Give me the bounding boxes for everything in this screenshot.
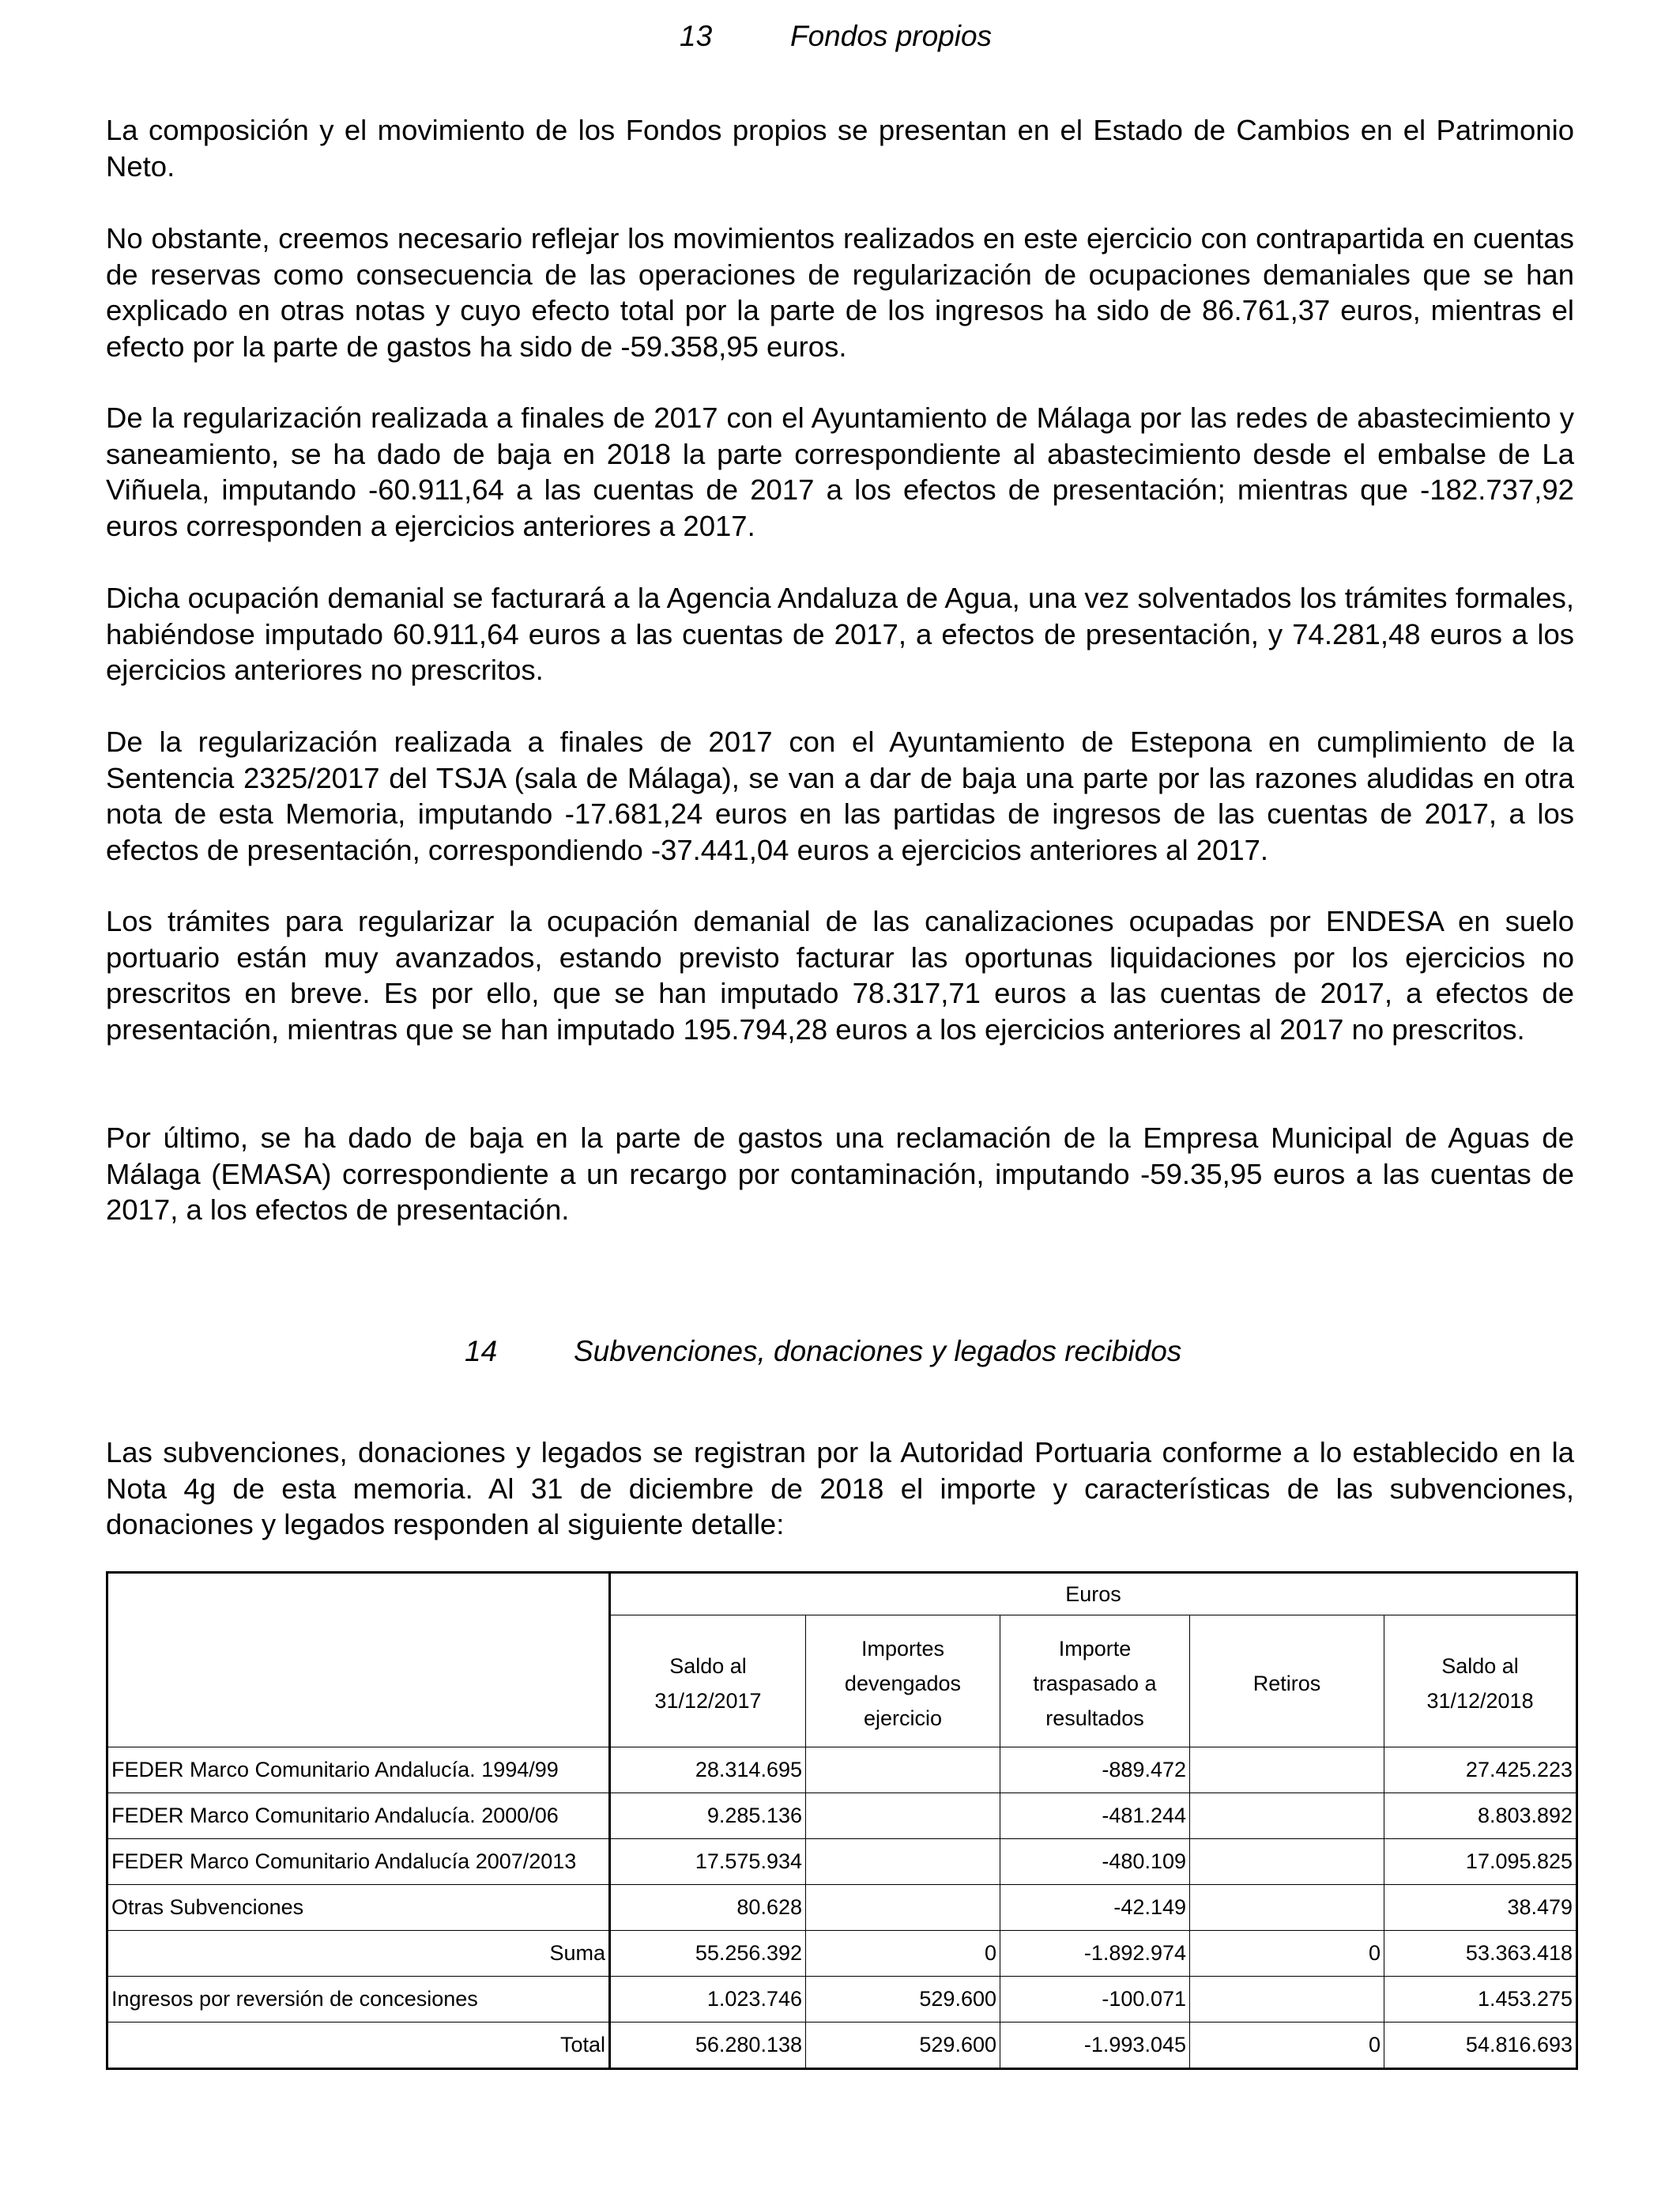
section-13-paragraph: De la regularización realizada a finales de 2017 con el Ayuntamiento de Málaga por las redes de abastecimiento y saneamiento, se ha dado de baja en 2018 la parte correspondiente al abastecimiento desde el embalse de La Viñuela, imputando -60.911,64 a las cuentas de 2017 a los efectos de presentación; mientras que -182.737,92 euros corresponden a ejercicios anteriores a 2017. [106,401,1574,542]
row-label: Ingresos por reversión de concesiones [107,1977,610,2022]
value-cell: -889.472 [1000,1747,1190,1793]
value-cell: 27.425.223 [1384,1747,1577,1793]
section-13-paragraph: Por último, se ha dado de baja en la parte de gastos una reclamación de la Empresa Municipal de Aguas de Málaga (EMASA) correspondiente a un recargo por contaminación, imputando -59.35,95 euros a las cuentas de 2017, a los efectos de presentación. [106,1122,1574,1227]
table-row [107,1931,1577,1977]
value-cell [1190,1885,1384,1931]
value-cell: 1.023.746 [610,1977,806,2022]
value-cell: 17.575.934 [610,1839,806,1885]
value-cell [1190,1977,1384,2022]
value-cell [806,1747,1000,1793]
table-row [107,1747,1577,1793]
column-header [1000,1615,1190,1747]
value-cell [806,1793,1000,1839]
value-cell: -480.109 [1000,1839,1190,1885]
section-14-number: 14 [465,1335,498,1367]
section-13-paragraph: No obstante, creemos necesario reflejar los movimientos realizados en este ejercicio con contrapartida en cuentas de reservas como consecuencia de las operaciones de regularización de ocupaciones demaniales que se han explicado en otras notas y cuyo efecto total por la parte de los ingresos ha sido de 86.761,37 euros, mientras el efecto por la parte de gastos ha sido de -59.358,95 euros. [106,222,1574,363]
subsidies-table-body [107,1573,1577,2069]
column-header [806,1615,1000,1747]
row-label: Total [107,2022,610,2069]
value-cell: -42.149 [1000,1885,1190,1931]
section-14-heading [465,1334,1181,1369]
row-label: Otras Subvenciones [107,1885,610,1931]
section-13-paragraph: Dicha ocupación demanial se facturará a la Agencia Andaluza de Agua, una vez solventados los trámites formales, habiéndose imputado 60.911,64 euros a las cuentas de 2017, a efectos de presentación, y 74.281,48 euros a los ejercicios anteriores no prescritos. [106,582,1574,687]
value-cell: 0 [1190,2022,1384,2069]
value-cell: 28.314.695 [610,1747,806,1793]
column-header-line: Retiros [1252,1672,1321,1695]
value-cell: 1.453.275 [1384,1977,1577,2022]
section-13-title: Fondos propios [790,20,993,52]
euros-group-header: Euros [610,1573,1577,1615]
column-header-line: Saldo al [669,1654,747,1678]
value-cell [1190,1839,1384,1885]
column-header-line: traspasado a [1033,1672,1157,1695]
table-row [107,2022,1577,2069]
section-13-paragraph: Los trámites para regularizar la ocupación demanial de las canalizaciones ocupadas por ENDESA en suelo portuario están muy avanzados, estando previsto facturar las oportunas liquidaciones por los ejercicios no prescritos en breve. Es por ello, que se han imputado 78.317,71 euros a las cuentas de 2017, a efectos de presentación, mientras que se han imputado 195.794,28 euros a los ejercicios anteriores al 2017 no prescritos. [106,905,1574,1046]
value-cell: 54.816.693 [1384,2022,1577,2069]
row-label: FEDER Marco Comunitario Andalucía. 1994/99 [107,1747,610,1793]
value-cell: -100.071 [1000,1977,1190,2022]
value-cell: -1.892.974 [1000,1931,1190,1977]
value-cell: 9.285.136 [610,1793,806,1839]
row-label: FEDER Marco Comunitario Andalucía. 2000/06 [107,1793,610,1839]
column-header-line: ejercicio [863,1706,943,1730]
table-row [107,1793,1577,1839]
value-cell [806,1839,1000,1885]
value-cell: 17.095.825 [1384,1839,1577,1885]
section-13-paragraph: De la regularización realizada a finales de 2017 con el Ayuntamiento de Estepona en cumplimiento de la Sentencia 2325/2017 del TSJA (sala de Málaga), se van a dar de baja una parte por las razones aludidas en otra nota de esta Memoria, imputando -17.681,24 euros en las partidas de ingresos de las cuentas de 2017, a los efectos de presentación, correspondiendo -37.441,04 euros a ejercicios anteriores al 2017. [106,726,1574,866]
column-header [610,1615,806,1747]
value-cell: 53.363.418 [1384,1931,1577,1977]
table-row [107,1839,1577,1885]
value-cell [806,1885,1000,1931]
section-13-paragraph: La composición y el movimiento de los Fondos propios se presentan en el Estado de Cambios en el Patrimonio Neto. [106,114,1574,183]
row-label: FEDER Marco Comunitario Andalucía 2007/2013 [107,1839,610,1885]
section-13-number: 13 [680,20,713,52]
section-13-heading [680,19,992,54]
value-cell: 56.280.138 [610,2022,806,2069]
column-header-line: 31/12/2017 [654,1689,762,1713]
value-cell: -1.993.045 [1000,2022,1190,2069]
section-14-title: Subvenciones, donaciones y legados recibidos [574,1335,1182,1367]
value-cell [1190,1793,1384,1839]
column-header-line: resultados [1045,1706,1144,1730]
subsidies-table [106,1571,1578,2070]
section-14-paragraph: Las subvenciones, donaciones y legados se registran por la Autoridad Portuaria conforme a lo establecido en la Nota 4g de esta memoria. Al 31 de diciembre de 2018 el importe y características de las subvenciones, donaciones y legados responden al siguiente detalle: [106,1436,1574,1541]
row-label: Suma [107,1931,610,1977]
column-header-line: 31/12/2018 [1426,1689,1534,1713]
column-header-line: Importe [1058,1637,1132,1661]
value-cell: 38.479 [1384,1885,1577,1931]
value-cell: 80.628 [610,1885,806,1931]
value-cell: 0 [806,1931,1000,1977]
table-corner-cell [107,1573,610,1747]
value-cell: -481.244 [1000,1793,1190,1839]
column-header-line: devengados [844,1672,962,1695]
column-header-line: Saldo al [1441,1654,1519,1678]
value-cell [1190,1747,1384,1793]
column-header [1190,1615,1384,1747]
column-header-line: Importes [861,1637,945,1661]
value-cell: 55.256.392 [610,1931,806,1977]
table-row [107,1885,1577,1931]
value-cell: 8.803.892 [1384,1793,1577,1839]
value-cell: 529.600 [806,2022,1000,2069]
table-group-header-row [107,1573,1577,1615]
value-cell: 529.600 [806,1977,1000,2022]
table-row [107,1977,1577,2022]
column-header [1384,1615,1577,1747]
value-cell: 0 [1190,1931,1384,1977]
